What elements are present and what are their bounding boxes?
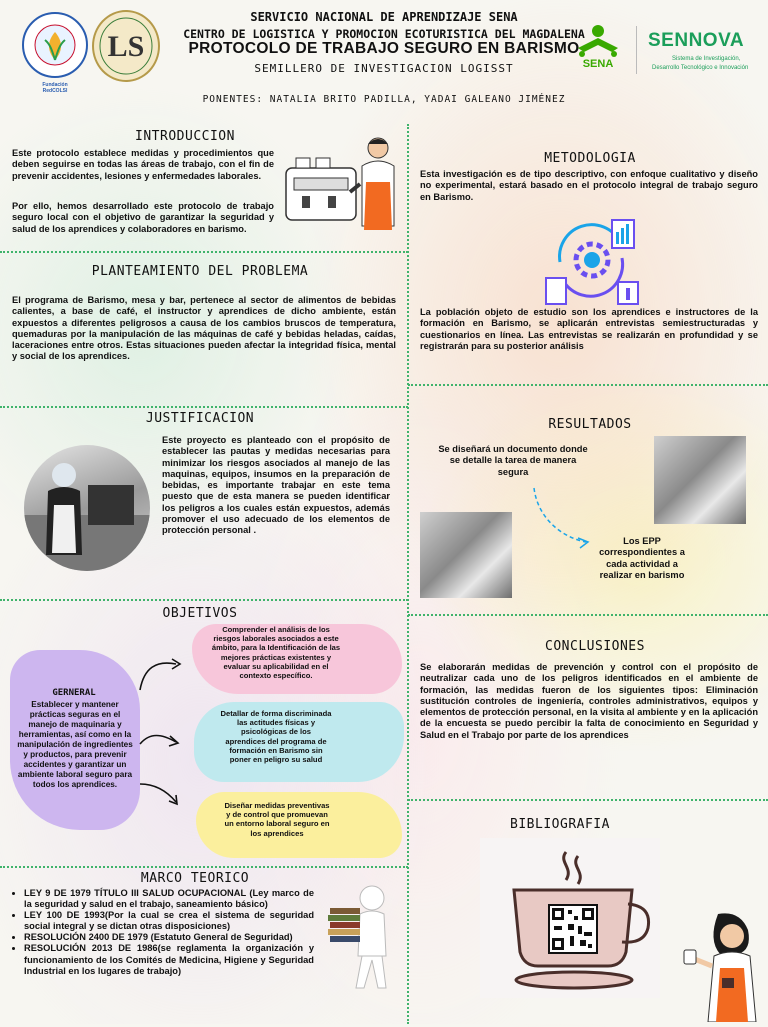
dashed-arrow bbox=[528, 484, 598, 559]
header-subtitle: SEMILLERO DE INVESTIGACION LOGISST bbox=[254, 62, 514, 75]
marco-item: • LEY 9 DE 1979 TÍTULO III SALUD OCUPACIONAL (Ley marco de la seguridad y salud en el trabajo, saneamiento básico) bbox=[24, 888, 314, 910]
justificacion-photo bbox=[24, 445, 150, 571]
presenters: PONENTES: NATALIA BRITO PADILLA, YADAI GALEANO JIMÉNEZ bbox=[202, 94, 566, 105]
metodologia-p1: Esta investigación es de tipo descriptivo, con enfoque cualitativo y diseño no experimental, estará basado en el protocolo integral de trabajo seguro en Barismo. bbox=[420, 169, 758, 202]
header-line1: SERVICIO NACIONAL DE APRENDIZAJE SENA bbox=[250, 10, 518, 24]
arrow-3 bbox=[136, 780, 186, 815]
marco-item: • LEY 100 DE 1993(Por la cual se crea el sistema de seguridad social integral y se dictan otras disposiciones) bbox=[24, 910, 314, 932]
marco-list bbox=[12, 888, 314, 977]
divider-right-2 bbox=[408, 614, 768, 616]
resultados-text2: Los EPP correspondientes a cada actividad a realizar en barismo bbox=[599, 536, 685, 580]
divider-left-3 bbox=[0, 599, 408, 601]
divider-left-1 bbox=[0, 251, 408, 253]
general-text: Establecer y mantener prácticas seguras en el manejo de maquinaria y herramientas, así como en la manipulación de ingredientes y productos, para prevenir accidentes y garantizar un ambiente laboral seguro para todos los aprendices. bbox=[17, 700, 133, 789]
logo-sena bbox=[572, 24, 624, 74]
spec2-text: Detallar de forma discriminada las actitudes físicas y psicológicas de los aprendices del programa de formación en Barismo sin poner en peligro su salud bbox=[220, 709, 332, 765]
process-gear-icon bbox=[540, 212, 642, 308]
general-title: GERNERAL bbox=[52, 688, 96, 698]
objetivos-title: OBJETIVOS bbox=[162, 606, 238, 621]
bibliography-qr-code[interactable] bbox=[548, 904, 598, 954]
conclusiones-text: Se elaborarán medidas de prevención y control con el propósito de neutralizar cada uno de los peligros identificados en el ambiente de formación, las medidas fueron de los siguientes tipos: Eliminación sustitución controles de ingeniería, controles administrativos, equipos y elementos de protección personal, en la visita al ambiente y en la aplicación de la encuesta se puedo percibir la falta de conocimiento en Seguridad y Salud en el Trabajo por parte de los aprendices bbox=[420, 662, 758, 740]
arrow-1 bbox=[136, 656, 186, 701]
marco-title: MARCO TEORICO bbox=[140, 871, 250, 886]
spec3-text: Diseñar medidas preventivas y de control que promuevan un entorno laboral seguro en los aprendices bbox=[224, 801, 330, 838]
divider-right-1 bbox=[408, 384, 768, 386]
bibliografia-title: BIBLIOGRAFIA bbox=[510, 817, 610, 832]
logo-caption: Fundación RedCOLSI bbox=[42, 82, 68, 94]
books-figure-illustration bbox=[322, 884, 396, 994]
ls-mark: LS bbox=[107, 30, 145, 63]
logo-divider bbox=[636, 26, 637, 74]
sennova-wordmark: SENNOVA bbox=[648, 30, 745, 51]
sennova-sub1: Sistema de Investigación, bbox=[672, 56, 741, 62]
justificacion-text: Este proyecto es planteado con el propósito de establecer las pautas y medidas necesarias para minimizar los riesgos asociados al manejo de las maquinas, equipos, insumos en la preparación de bebidas, es importante trabajar en este tema puesto que de esta manera se pueden identificar los peligros a los cuales están expuestos, además promover el uso adecuado de los elementos de protección personal . bbox=[162, 435, 390, 536]
marco-item: • RESOLUCIÓN 2013 DE 1986(se reglamenta la organización y funcionamiento de los Comités de Medicina, Higiene y Seguridad Industrial en los lugares de trabajo) bbox=[24, 943, 314, 976]
conclusiones-title: CONCLUSIONES bbox=[545, 639, 645, 654]
resultados-text1: Se diseñará un documento donde se detalle la tarea de manera segura bbox=[438, 444, 588, 477]
center-divider bbox=[407, 124, 409, 1024]
results-photo-2 bbox=[420, 512, 512, 598]
planteamiento-title: PLANTEAMIENTO DEL PROBLEMA bbox=[91, 264, 309, 279]
metodologia-title: METODOLOGIA bbox=[544, 151, 636, 166]
intro-p2: Por ello, hemos desarrollado este protocolo de trabajo seguro local con el objetivo de garantizar la seguridad y salud de los aprendices y colaboradores en barismo. bbox=[12, 201, 274, 234]
divider-right-3 bbox=[408, 799, 768, 801]
planteamiento-text: El programa de Barismo, mesa y bar, pertenece al sector de alimentos de bebidas calientes, a base de café, el instructor y aprendices de dicho ambiente, están expuestos a diferentes peligrosos a causa de los cambios bruscos de temperatura, quemaduras por la manipulación de las máquinas de café y bebidas heladas, caídas, laceraciones entre otros. Estas situaciones pueden afectar la integridad física, mental y social de los aprendices. bbox=[12, 295, 396, 362]
resultados-title: RESULTADOS bbox=[548, 417, 632, 432]
spec1-text: Comprender el análisis de los riesgos laborales asociados a este ámbito, para la Identificación de las mejores prácticas existentes y evaluar su aplicabilidad en el contexto específico. bbox=[211, 625, 341, 681]
marco-item: • RESOLUCIÓN 2400 DE 1979 (Estatuto General de Seguridad) bbox=[24, 932, 314, 943]
poster-title: PROTOCOLO DE TRABAJO SEGURO EN BARISMO bbox=[188, 40, 580, 57]
results-photo-1 bbox=[654, 436, 746, 524]
header-line2: CENTRO DE LOGISTICA Y PROMOCION ECOTURISTICA DEL MAGDALENA bbox=[183, 27, 585, 41]
sena-wordmark: SENA bbox=[582, 58, 614, 70]
barista-illustration bbox=[282, 134, 398, 244]
barista-woman-illustration bbox=[682, 910, 766, 1022]
divider-left-4 bbox=[0, 866, 408, 868]
metodologia-p2: La población objeto de estudio son los aprendices e instructores de la formación en Barismo, se aplicarán entrevistas semiestructuradas y cuestionarios en línea. Las entrevistas se realizarán en profundidad y se registrarán para su posterior análisis bbox=[420, 307, 758, 351]
justificacion-title: JUSTIFICACION bbox=[145, 411, 255, 426]
intro-title: INTRODUCCION bbox=[135, 129, 235, 144]
arrow-2 bbox=[136, 728, 186, 759]
intro-p1: Este protocolo establece medidas y procedimientos que deben seguirse en todas las áreas de trabajo, con el fin de prevenir accidentes, lesiones y enfermedades laborales. bbox=[12, 148, 274, 181]
sennova-sub2: Desarrollo Tecnológico e Innovación bbox=[652, 65, 749, 71]
divider-left-2 bbox=[0, 406, 408, 408]
